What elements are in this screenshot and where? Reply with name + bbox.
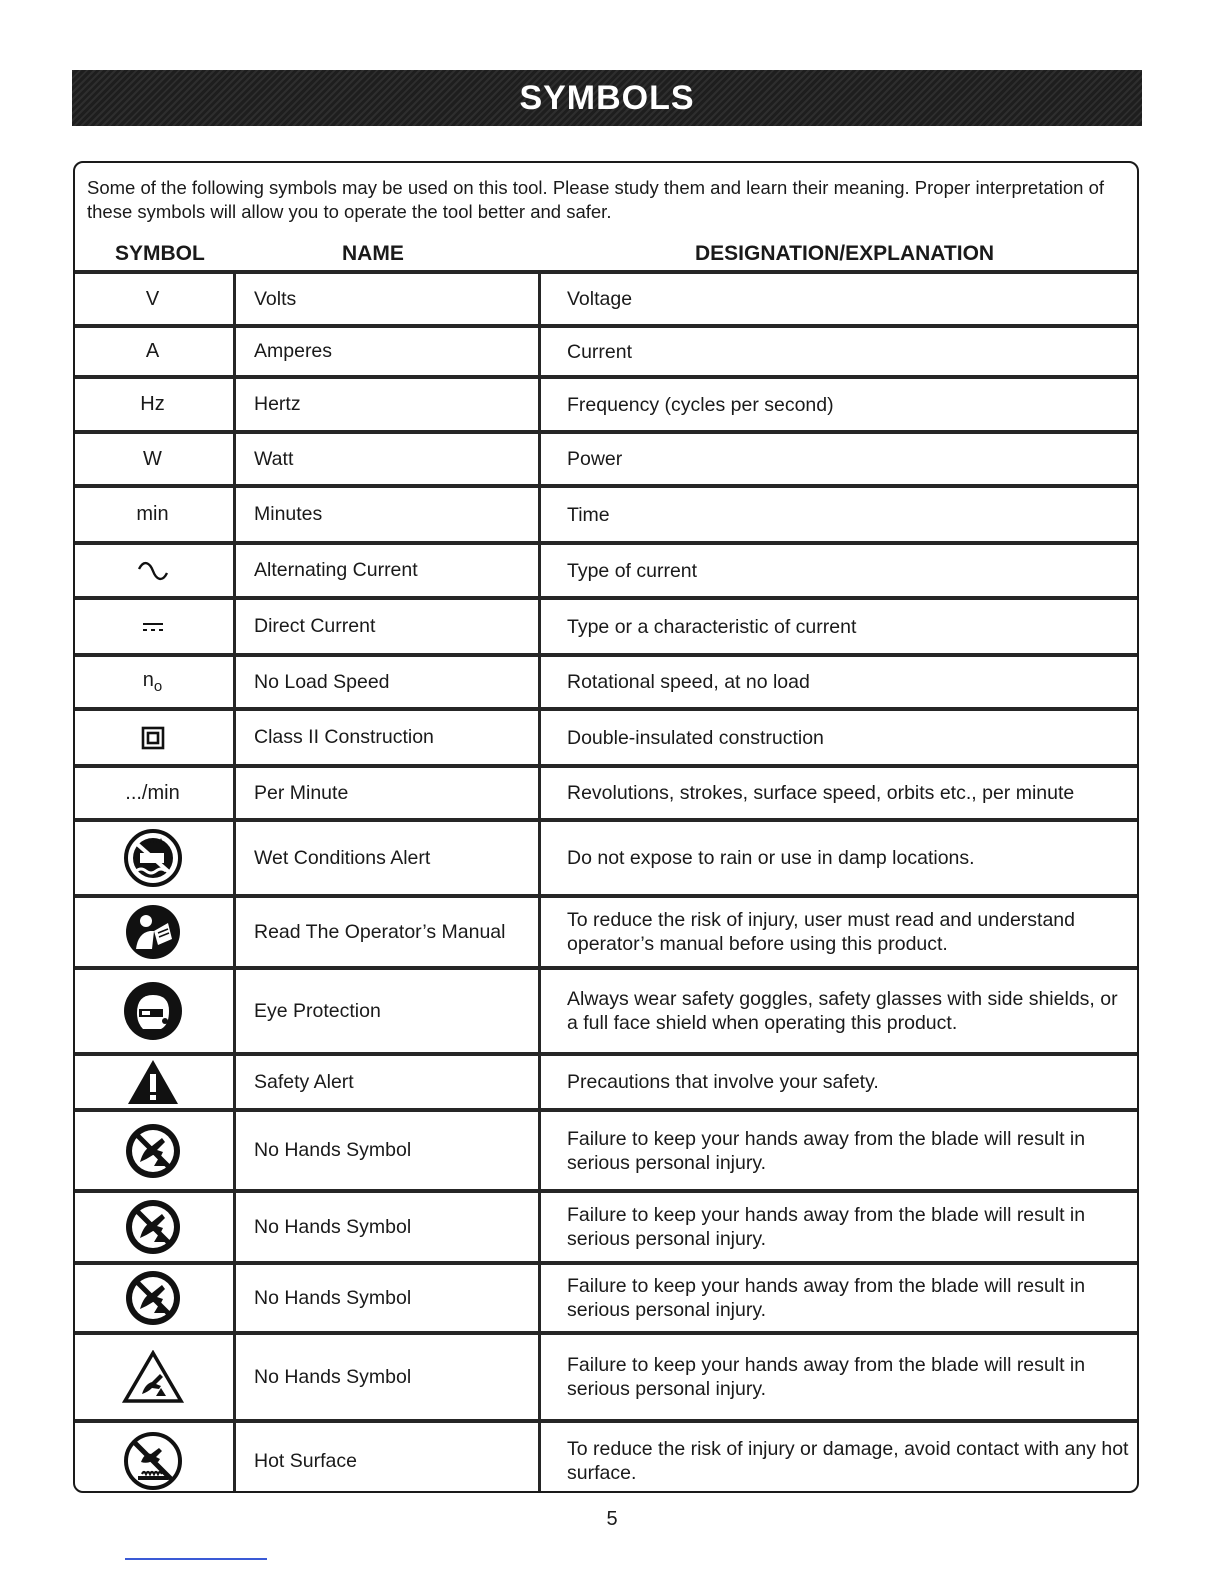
designation-cell: Failure to keep your hands away from the blade will result in serious personal injury. — [538, 1265, 1139, 1331]
symbols-banner — [72, 70, 1142, 126]
name-cell: Hertz — [233, 379, 538, 430]
symbols-table-frame — [73, 161, 1139, 1493]
designation-cell: Type of current — [538, 545, 1139, 596]
name-cell: Alternating Current — [233, 545, 538, 596]
table-row — [75, 1331, 1139, 1419]
symbol-cell — [75, 1056, 230, 1108]
symbol-cell — [75, 274, 230, 324]
safety-alert-icon — [126, 1058, 180, 1106]
designation-cell: Double-insulated construction — [538, 711, 1139, 764]
name-cell: Amperes — [233, 328, 538, 375]
name-cell: No Hands Symbol — [233, 1193, 538, 1261]
no-hands-warning-icon — [122, 1350, 184, 1404]
designation-cell: Always wear safety goggles, safety glasses with side shields, or a full face shield when operating this product. — [538, 970, 1139, 1052]
symbol-cell — [75, 600, 230, 653]
table-row — [75, 541, 1139, 596]
name-cell: Safety Alert — [233, 1056, 538, 1108]
name-cell: No Hands Symbol — [233, 1112, 538, 1189]
table-row — [75, 818, 1139, 894]
name-cell: Hot Surface — [233, 1423, 538, 1493]
table-row — [75, 894, 1139, 966]
symbol-cell — [75, 822, 230, 894]
symbol-cell — [75, 970, 230, 1052]
direct-current-icon — [141, 621, 165, 633]
name-cell: No Hands Symbol — [233, 1335, 538, 1419]
designation-cell: Time — [538, 488, 1139, 541]
hot-surface-icon — [124, 1432, 182, 1490]
designation-cell: Voltage — [538, 274, 1139, 324]
designation-cell: Rotational speed, at no load — [538, 657, 1139, 707]
class-ii-construction-icon — [141, 726, 165, 750]
alternating-current-icon — [136, 561, 170, 581]
symbol-cell — [75, 1112, 230, 1189]
symbol-cell — [75, 545, 230, 596]
designation-cell: Type or a characteristic of current — [538, 600, 1139, 653]
name-cell: Per Minute — [233, 768, 538, 818]
symbol-main: n — [142, 669, 154, 691]
symbol-cell — [75, 1335, 230, 1419]
symbol-text: W — [143, 447, 162, 470]
symbol-cell — [75, 328, 230, 375]
name-cell: Class II Construction — [233, 711, 538, 764]
table-row — [75, 764, 1139, 818]
no-hands-icon — [124, 1198, 182, 1256]
name-cell: Watt — [233, 434, 538, 484]
name-cell: Wet Conditions Alert — [233, 822, 538, 894]
symbol-text: V — [145, 287, 160, 310]
symbol-cell — [75, 488, 230, 541]
designation-cell: Precautions that involve your safety. — [538, 1056, 1139, 1108]
symbol-text: min — [136, 503, 169, 525]
symbol-cell — [75, 898, 230, 966]
name-cell: No Hands Symbol — [233, 1265, 538, 1331]
symbol-cell — [75, 1265, 230, 1331]
table-row — [75, 966, 1139, 1052]
table-row — [75, 1108, 1139, 1189]
wet-conditions-icon — [124, 829, 182, 887]
symbol-cell — [75, 379, 230, 430]
table-row — [75, 430, 1139, 484]
name-cell: Eye Protection — [233, 970, 538, 1052]
designation-cell: Power — [538, 434, 1139, 484]
symbol-cell — [75, 434, 230, 484]
symbol-text: A — [145, 340, 160, 362]
designation-cell: Failure to keep your hands away from the blade will result in serious personal injury. — [538, 1193, 1139, 1261]
header-designation: DESIGNATION/EXPLANATION — [695, 242, 995, 265]
designation-cell: To reduce the risk of injury or damage, avoid contact with any hot surface. — [538, 1423, 1139, 1493]
symbol-cell — [75, 1423, 230, 1493]
table-row — [75, 1419, 1139, 1493]
table-row — [75, 324, 1139, 375]
symbol-cell — [75, 768, 230, 818]
no-hands-icon — [124, 1269, 182, 1327]
name-cell: Minutes — [233, 488, 538, 541]
table-row — [75, 375, 1139, 430]
symbol-text — [143, 669, 162, 695]
table-row — [75, 596, 1139, 653]
name-cell: Read The Operator’s Manual — [233, 898, 538, 966]
header-symbol: SYMBOL — [115, 242, 205, 265]
designation-cell: Do not expose to rain or use in damp locations. — [538, 822, 1139, 894]
designation-cell: Current — [538, 328, 1139, 375]
symbol-text: Hz — [140, 393, 165, 415]
symbol-cell — [75, 1193, 230, 1261]
symbol-text: .../min — [125, 781, 180, 804]
designation-cell: Revolutions, strokes, surface speed, orbits etc., per minute — [538, 768, 1139, 818]
designation-cell: Failure to keep your hands away from the blade will result in serious personal injury. — [538, 1335, 1139, 1419]
symbol-cell — [75, 657, 230, 707]
symbol-cell — [75, 711, 230, 764]
designation-cell: To reduce the risk of injury, user must read and understand operator’s manual before using this product. — [538, 898, 1139, 966]
name-cell: No Load Speed — [233, 657, 538, 707]
read-manual-icon — [124, 903, 182, 961]
table-row — [75, 707, 1139, 764]
table-row — [75, 653, 1139, 707]
table-row — [75, 484, 1139, 541]
table-row — [75, 1189, 1139, 1261]
page-title: SYMBOLS — [519, 78, 695, 117]
header-name: NAME — [342, 242, 404, 265]
name-cell: Direct Current — [233, 600, 538, 653]
page-number: 5 — [606, 1508, 618, 1530]
designation-cell: Failure to keep your hands away from the blade will result in serious personal injury. — [538, 1112, 1139, 1189]
intro-paragraph: Some of the following symbols may be used on this tool. Please study them and learn their meaning. Proper interpretation of these symbols will allow you to operate the tool better and safer. — [87, 177, 1105, 222]
symbol-subscript: o — [153, 678, 163, 695]
table-row — [75, 1261, 1139, 1331]
table-row — [75, 1052, 1139, 1108]
table-header — [75, 240, 1139, 270]
no-hands-icon — [124, 1122, 182, 1180]
eye-protection-icon — [123, 981, 183, 1041]
name-cell: Volts — [233, 274, 538, 324]
footer-divider — [125, 1558, 267, 1560]
designation-cell: Frequency (cycles per second) — [538, 379, 1139, 430]
table-row — [75, 270, 1139, 324]
